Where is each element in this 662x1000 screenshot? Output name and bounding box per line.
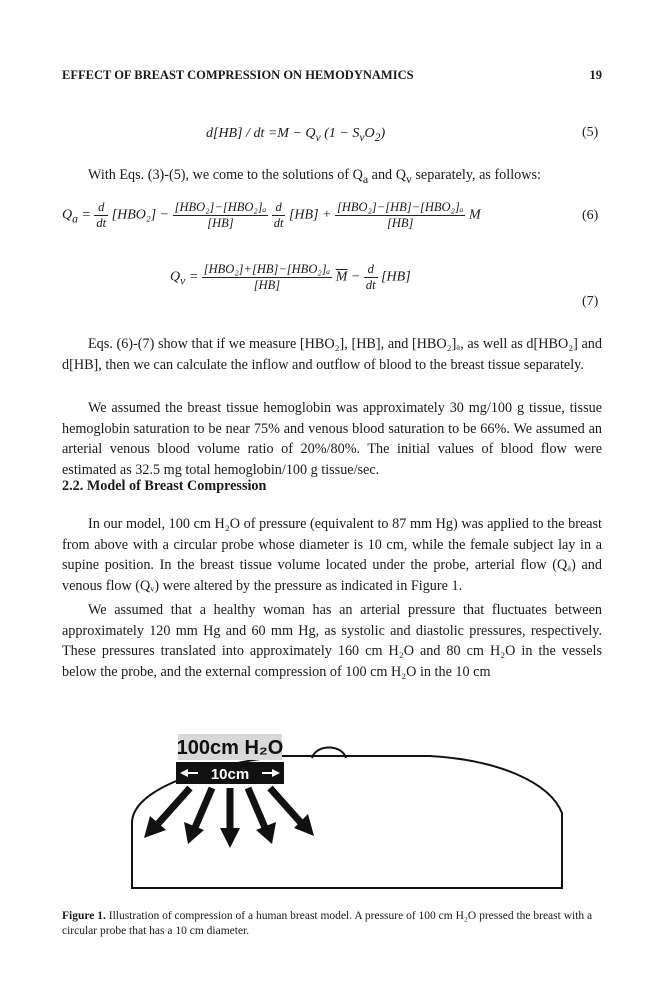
eq7-lhs: Q (170, 269, 181, 285)
paragraph-model (62, 514, 602, 596)
equation-7: $Q_v$ = $\frac{\text{[HBO₂]+[HB]−[HBO₂]ₐ}}{[HB]}$ $\overline{M}$ − $\frac{d}{dt}$ [HB] (170, 262, 411, 292)
paragraph-3: In our model, 100 cm H₂O of pressure (equivalent to 87 mm Hg) was applied to the breast from above with a circular probe whose diameter is 10 cm, while the female subject lay in a supine position. In the breast tissue volume located under the probe, arterial flow (Qₐ) and venous flow (Qᵥ) were altered by the pressure as indicated in Figure 1. (62, 516, 602, 594)
eq6-d-den2: dt (273, 216, 284, 230)
eq7-lhs-sub: v (180, 274, 186, 288)
equation-5 (206, 126, 385, 144)
intro-text: With Eqs. (3)-(5), we come to the solutions of Q (88, 167, 363, 183)
pressure-arrow-2 (194, 788, 212, 830)
eq6-term1: [HBO₂] − (111, 207, 170, 223)
pressure-arrow-4 (248, 788, 266, 830)
pressure-arrow-5 (270, 788, 302, 824)
eq6-frac1-num: [HBO₂]−[HBO₂]ₐ (174, 200, 267, 214)
eq6-frac2-num: [HBO₂]−[HB]−[HBO₂]ₐ (337, 200, 464, 214)
paragraph-4: We assumed that a healthy woman has an arterial pressure that fluctuates between approximately 120 mm Hg and 60 mm Hg, as systolic and diastolic pressures, respectively. These pressures translated into approximately 160 cm H₂O and 80 cm H₂O in the vessels below the probe, and the external compression of 100 cm H₂O in the 10 cm (62, 602, 602, 680)
figure-caption (62, 909, 602, 939)
eq5-o2: O (364, 126, 375, 141)
pressure-label: 100cm H₂O (176, 737, 284, 759)
eq6-lhs-sub: a (72, 212, 78, 226)
eq6-d-num2: d (272, 200, 286, 216)
paragraph-pressures (62, 600, 602, 682)
eq6-frac2 (335, 200, 465, 231)
eq6-frac1-den: [HB] (207, 216, 234, 230)
eq6-d-den: dt (96, 216, 107, 230)
eq6-m: M (468, 207, 481, 223)
intro-and: and Q (368, 167, 406, 183)
paragraph-assumptions (62, 398, 602, 480)
eq6-d-frac2 (272, 200, 286, 231)
caption-label: Figure 1. (62, 910, 106, 922)
eq7-d-frac (364, 262, 378, 293)
eq7-d-num: d (364, 262, 378, 278)
eq5-number: (5) (582, 125, 599, 140)
paragraph-1: Eqs. (6)-(7) show that if we measure [HBO₂], [HB], and [HBO₂]ₐ, as well as d[HBO₂] and d[HB], then we can calculate the inflow and outflow of blood to the breast tissue separately. (62, 336, 602, 373)
eq7-frac (202, 262, 332, 293)
eq6-term2: [HB] + (288, 207, 332, 223)
eq5-rest: (1 − S (324, 126, 360, 141)
eq6-number: (6) (582, 208, 599, 223)
paragraph-2: We assumed the breast tissue hemoglobin was approximately 30 mg/100 g tissue, tissue hemoglobin saturation to be near 75% and venous blood saturation to be 66%. We assumed an arterial venous blood volume ratio of 20%/80%. The initial values of blood flow were estimated as 32.5 mg total hemoglobin/100 g tissue/sec. (62, 400, 602, 478)
eq5-sub2: v (359, 130, 365, 144)
pressure-arrow-1 (156, 788, 190, 826)
intro-sub-a: a (362, 171, 369, 186)
eq7-tail: [HB] (381, 269, 411, 285)
equation-6: $Q_a$ = $\frac{d}{dt}$ [HBO₂] − $\frac{\text{[HBO₂]−[HBO₂]ₐ}}{[HB]}$ $\frac{d}{dt}$ [HB] + $\frac{\text{[HBO₂]−[HB]−[HBO₂]ₐ}}{[HB]}$ M (62, 200, 481, 230)
caption-text: Illustration of compression of a human breast model. A pressure of 100 cm H₂O pressed the breast with a circular probe that has a 10 cm diameter. (62, 910, 593, 937)
eq7-frac-den: [HB] (253, 278, 281, 292)
eq6-d-num: d (94, 200, 108, 216)
eq7-m: $\overline{M}$ (335, 269, 348, 285)
pressure-arrows (144, 788, 314, 848)
eq6-d-frac (94, 200, 108, 231)
eq7-number: (7) (582, 294, 599, 309)
eq6-frac2-den: [HB] (387, 216, 414, 230)
eq5-close: ) (380, 126, 386, 141)
intro-end: separately, as follows: (411, 167, 541, 183)
width-label: 10cm (210, 766, 250, 783)
intro-sub-v: v (405, 171, 412, 186)
figure-1-illustration (130, 698, 570, 893)
running-title: EFFECT OF BREAST COMPRESSION ON HEMODYNAMICS (62, 68, 414, 82)
eq6-lhs: Q (62, 207, 73, 223)
eq6-frac1 (173, 200, 269, 231)
section-title: 2.2. Model of Breast Compression (62, 478, 267, 494)
eq7-frac-num: [HBO₂]+[HB]−[HBO₂]ₐ (203, 262, 331, 276)
paragraph-eqs-note (62, 334, 602, 375)
eq7-d-den: dt (365, 278, 376, 292)
eq5-lhs: d[HB] / dt =M − Q (206, 126, 316, 141)
running-header (62, 68, 602, 83)
eq5-sub: v (315, 130, 321, 144)
intro-line (62, 165, 602, 189)
page-number: 19 (589, 68, 602, 82)
eq5-o2sub: 2 (374, 130, 381, 144)
pressure-arrowhead-3 (220, 828, 240, 848)
